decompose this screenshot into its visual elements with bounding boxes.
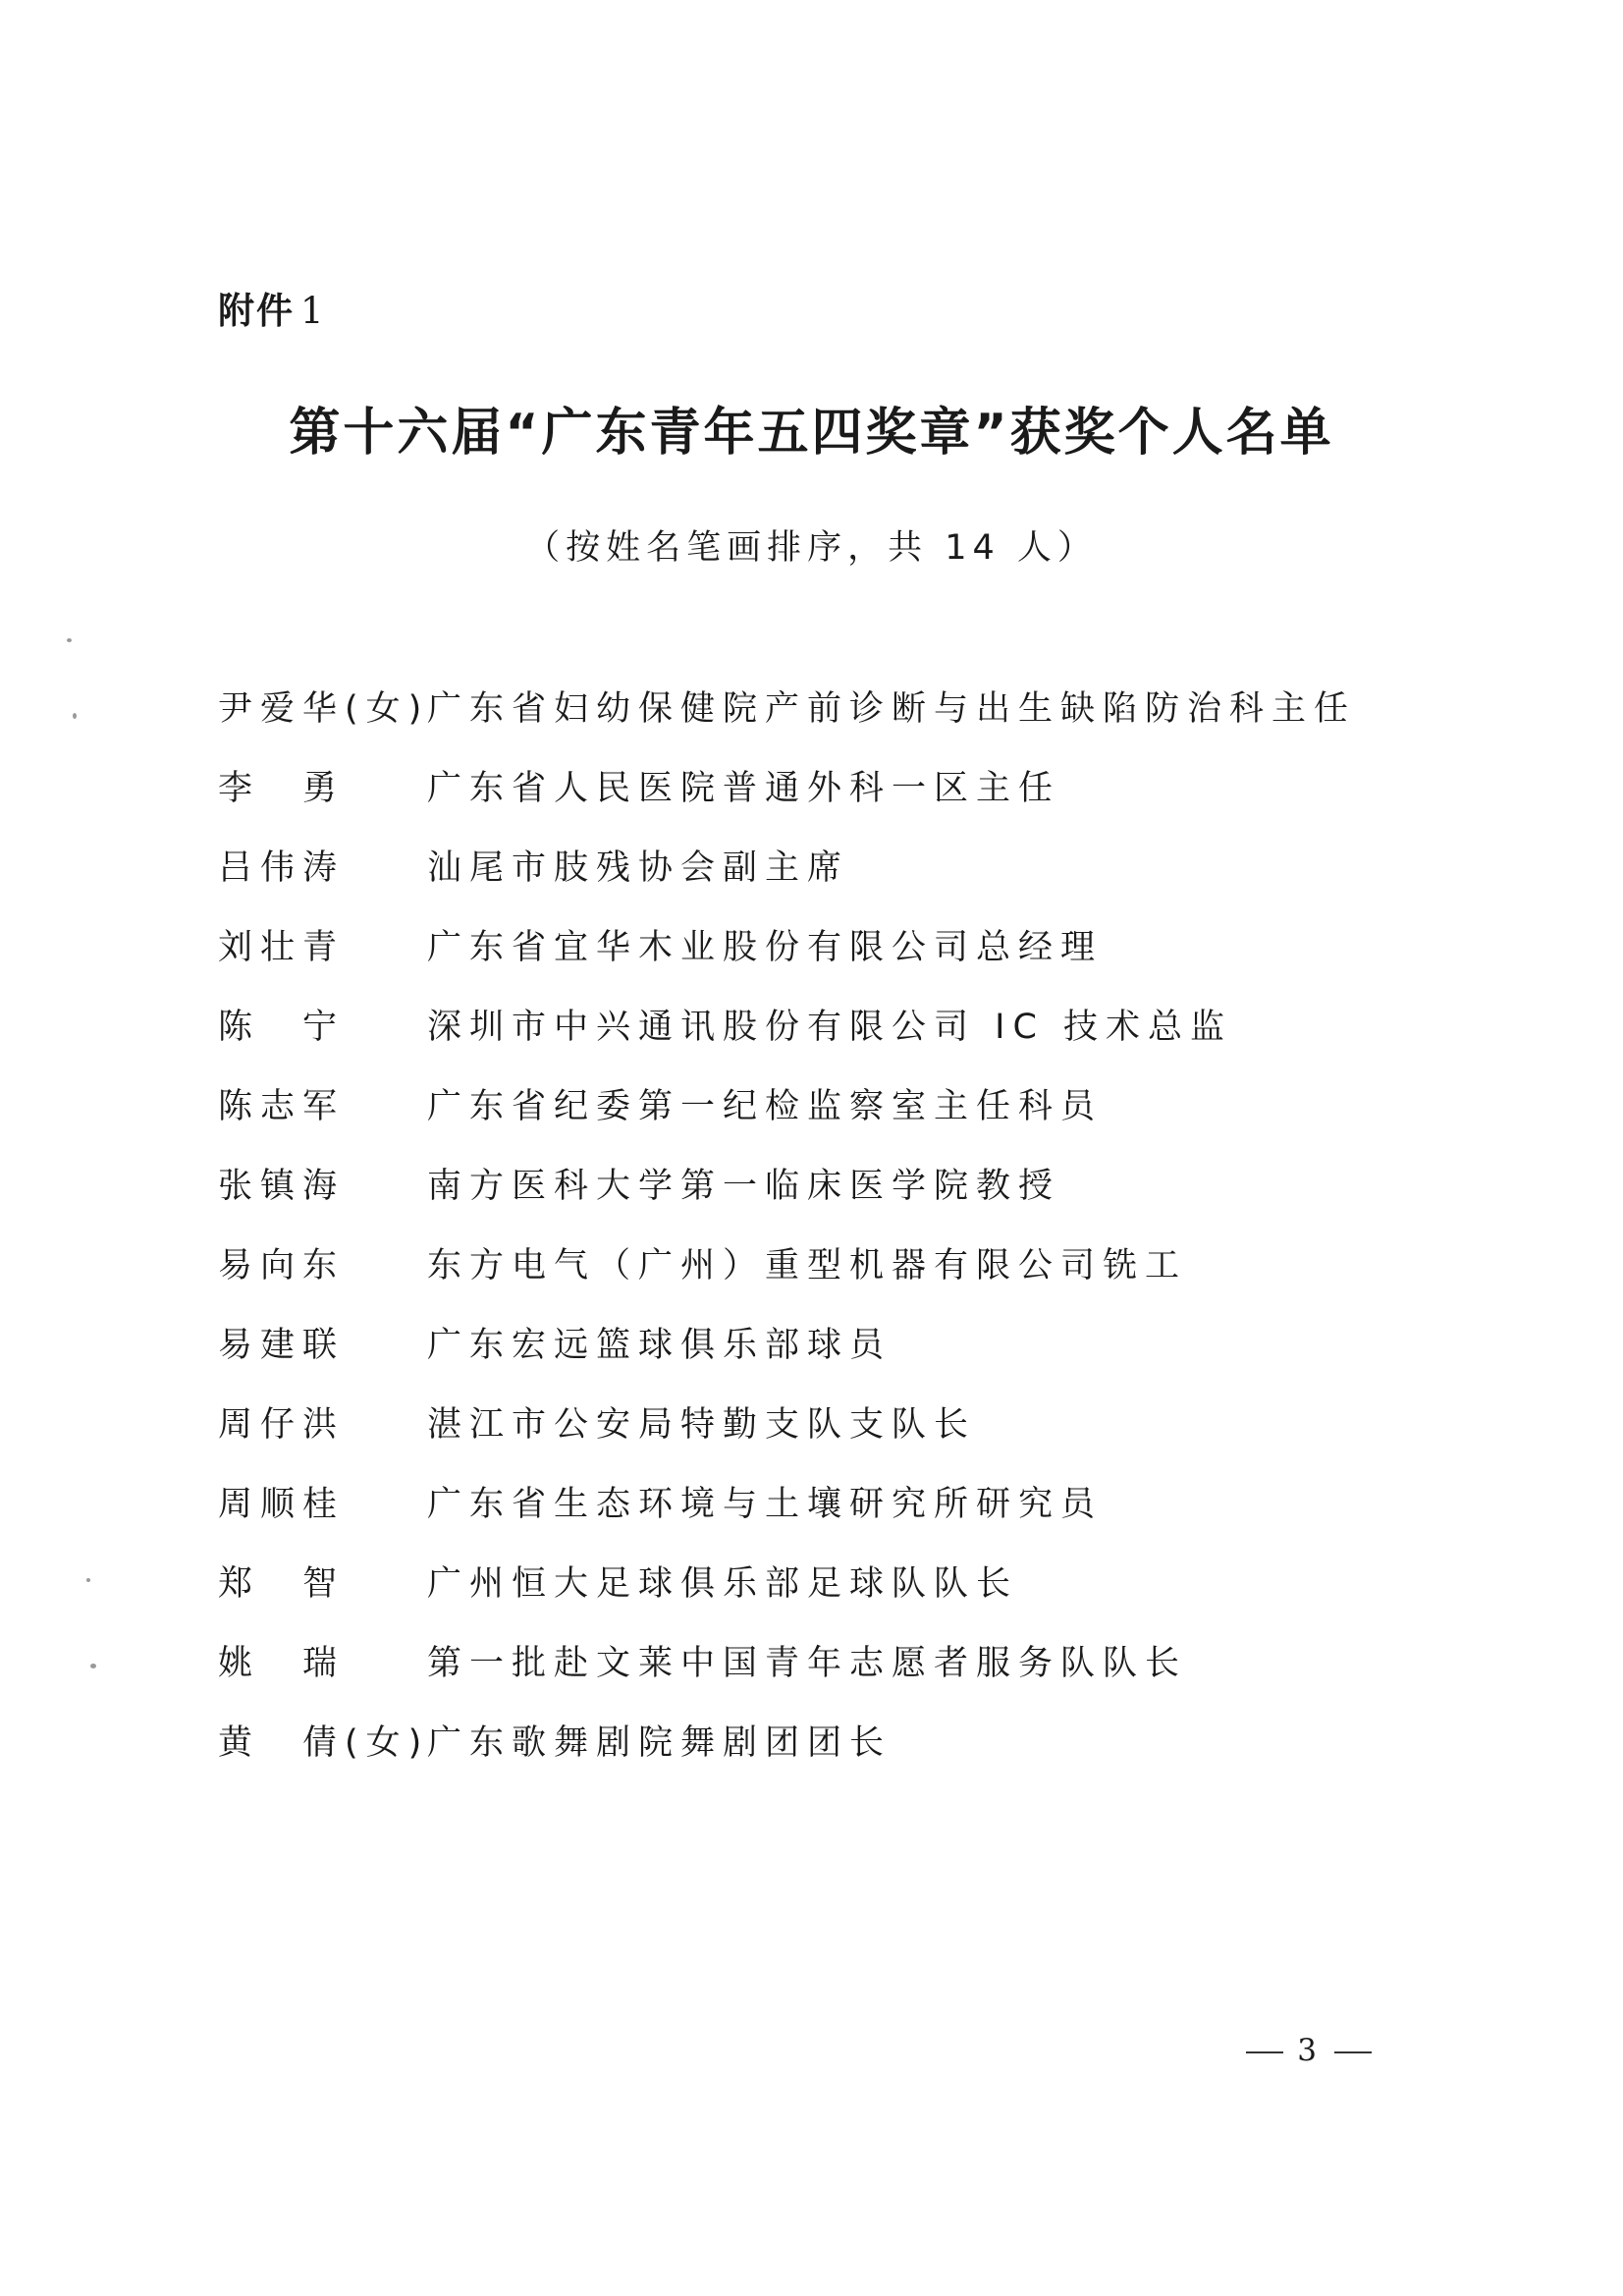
scan-speck <box>73 713 77 719</box>
awardee-row <box>218 1636 1494 1716</box>
awardee-row <box>218 1238 1494 1318</box>
awardee-name: 陈 宁 <box>218 1008 346 1047</box>
awardee-title: 广东宏远篮球俱乐部球员 <box>427 1326 893 1365</box>
awardee-title: 广东省宜华木业股份有限公司总经理 <box>427 928 1104 967</box>
page-number-group <box>1232 2033 1385 2068</box>
awardee-name: 郑 智 <box>218 1564 346 1604</box>
awardee-row <box>218 1477 1494 1557</box>
awardee-row <box>218 682 1494 761</box>
awardee-name: 李 勇 <box>218 769 346 808</box>
awardee-row <box>218 841 1494 920</box>
awardee-row <box>218 920 1494 1000</box>
awardee-name: 周顺桂 <box>218 1485 346 1524</box>
scan-speck <box>67 638 72 642</box>
page-number-dash-left <box>1246 2051 1283 2053</box>
awardee-list <box>218 682 1494 1795</box>
attachment-number: 1 <box>300 290 326 332</box>
awardee-title: 广东歌舞剧院舞剧团团长 <box>427 1723 893 1763</box>
awardee-row <box>218 1557 1494 1636</box>
awardee-title: 第一批赴文莱中国青年志愿者服务队队长 <box>427 1644 1188 1683</box>
awardee-row <box>218 761 1494 841</box>
awardee-row <box>218 1000 1494 1079</box>
awardee-title: 广东省人民医院普通外科一区主任 <box>427 769 1061 808</box>
awardee-name: 陈志军 <box>218 1087 346 1126</box>
awardee-row <box>218 1159 1494 1238</box>
awardee-row <box>218 1716 1494 1795</box>
awardee-row <box>218 1397 1494 1477</box>
awardee-name: 姚 瑞 <box>218 1644 346 1683</box>
awardee-title: 东方电气（广州）重型机器有限公司铣工 <box>427 1246 1188 1285</box>
awardee-title: 南方医科大学第一临床医学院教授 <box>427 1167 1061 1206</box>
attachment-label-text: 附件 <box>218 290 295 332</box>
page-number-dash-right <box>1334 2051 1372 2053</box>
awardee-row <box>218 1079 1494 1159</box>
awardee-title: 深圳市中兴通讯股份有限公司 IC 技术总监 <box>427 1008 1233 1047</box>
awardee-title: 湛江市公安局特勤支队支队长 <box>427 1405 977 1445</box>
document-subtitle: （按姓名笔画排序，共 14 人） <box>525 528 1098 568</box>
awardee-name: 刘壮青 <box>218 928 346 967</box>
awardee-name: 尹爱华(女) <box>218 689 430 729</box>
document-title: 第十六届“广东青年五四奖章”获奖个人名单 <box>289 404 1334 463</box>
awardee-title: 广州恒大足球俱乐部足球队队长 <box>427 1564 1019 1604</box>
page-number <box>0 2033 1623 2068</box>
awardee-title: 广东省纪委第一纪检监察室主任科员 <box>427 1087 1104 1126</box>
awardee-name: 易建联 <box>218 1326 346 1365</box>
awardee-name: 易向东 <box>218 1246 346 1285</box>
awardee-title: 广东省生态环境与土壤研究所研究员 <box>427 1485 1104 1524</box>
awardee-row <box>218 1318 1494 1397</box>
awardee-name: 张镇海 <box>218 1167 346 1206</box>
awardee-name: 黄 倩(女) <box>218 1723 430 1763</box>
page-number-value: 3 <box>1297 2033 1321 2068</box>
scan-speck <box>90 1664 96 1668</box>
scan-speck <box>86 1578 90 1582</box>
awardee-title: 汕尾市肢残协会副主席 <box>427 848 850 888</box>
awardee-name: 吕伟涛 <box>218 848 346 888</box>
attachment-label <box>218 281 326 334</box>
awardee-title: 广东省妇幼保健院产前诊断与出生缺陷防治科主任 <box>427 689 1357 729</box>
awardee-name: 周仔洪 <box>218 1405 346 1445</box>
